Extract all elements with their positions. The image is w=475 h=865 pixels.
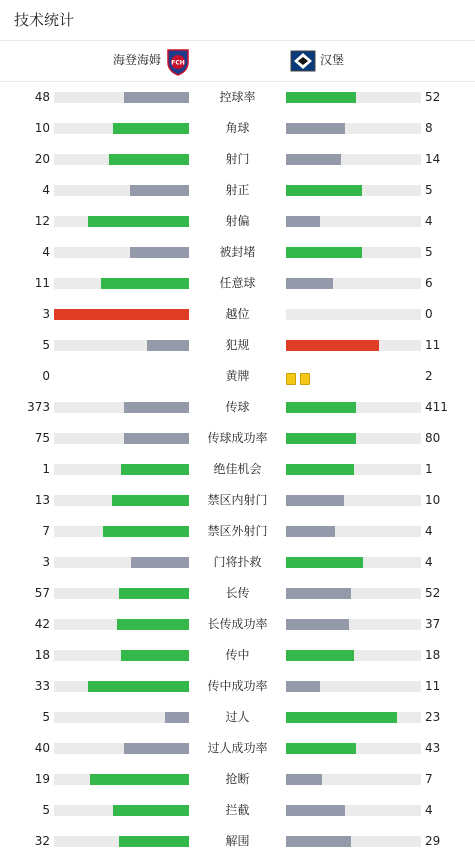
- away-stat-value: 80: [425, 431, 441, 445]
- away-stat-bar-track: [286, 619, 421, 630]
- stat-row: [0, 307, 475, 338]
- away-stat-value: 18: [425, 648, 441, 662]
- away-stat-value: 11: [425, 338, 441, 352]
- away-stat-bar-fill: [286, 433, 356, 444]
- stat-label: 射偏: [225, 214, 250, 228]
- home-stat-bar-fill: [121, 650, 189, 661]
- away-stat-bar-fill: [286, 619, 349, 630]
- home-stat-value: 10: [34, 121, 50, 135]
- away-stat-value: 4: [425, 555, 433, 569]
- away-stat-bar-fill: [286, 743, 356, 754]
- away-stat-bar-track: [286, 805, 421, 816]
- stat-label: 传球: [225, 400, 250, 414]
- away-stat-bar-track: [286, 309, 421, 320]
- stat-label: 长传: [225, 586, 250, 600]
- home-stat-bar-fill: [88, 216, 189, 227]
- stat-row: [0, 524, 475, 555]
- home-stat-bar-track: [54, 340, 189, 351]
- stat-label: 绝佳机会: [213, 462, 262, 476]
- home-stat-bar-track: [54, 805, 189, 816]
- away-stat-value: 4: [425, 524, 433, 538]
- stat-label: 长传成功率: [207, 617, 268, 631]
- away-stat-bar-track: [286, 123, 421, 134]
- home-stat-value: 5: [42, 338, 50, 352]
- home-stat-bar-track: [54, 154, 189, 165]
- away-stat-bar-track: [286, 681, 421, 692]
- stat-row: [0, 772, 475, 803]
- away-stat-value: 1: [425, 462, 433, 476]
- away-stat-value: 6: [425, 276, 433, 290]
- home-stat-bar-track: [54, 619, 189, 630]
- home-stat-bar-fill: [130, 185, 189, 196]
- away-stat-bar-track: [286, 92, 421, 103]
- away-stat-bar-track: [286, 557, 421, 568]
- home-stat-value: 7: [42, 524, 50, 538]
- home-stat-bar-fill: [131, 557, 189, 568]
- home-stat-value: 18: [34, 648, 50, 662]
- home-stat-bar-fill: [112, 495, 189, 506]
- home-stat-value: 12: [34, 214, 50, 228]
- away-stat-value: 23: [425, 710, 441, 724]
- home-stat-bar-fill: [54, 309, 189, 320]
- stat-row: [0, 90, 475, 121]
- away-stat-value: 43: [425, 741, 441, 755]
- away-stat-bar-fill: [286, 154, 341, 165]
- away-stat-bar-fill: [286, 774, 322, 785]
- home-stat-value: 42: [34, 617, 50, 631]
- home-stat-bar-track: [54, 774, 189, 785]
- home-stat-value: 75: [34, 431, 50, 445]
- home-stat-bar-fill: [113, 123, 189, 134]
- stat-label: 犯规: [225, 338, 250, 352]
- yellow-card-icon: [300, 373, 310, 385]
- away-stat-bar-fill: [286, 185, 362, 196]
- stat-row: [0, 338, 475, 369]
- home-stat-bar-track: [54, 681, 189, 692]
- stat-label: 传中: [225, 648, 250, 662]
- stat-label: 门将扑救: [213, 555, 262, 569]
- stat-row: [0, 834, 475, 865]
- home-stat-value: 13: [34, 493, 50, 507]
- away-stat-bar-fill: [286, 278, 333, 289]
- home-stat-bar-fill: [117, 619, 189, 630]
- stat-label: 过人成功率: [207, 741, 268, 755]
- stat-label: 传中成功率: [207, 679, 268, 693]
- home-stat-value: 11: [34, 276, 50, 290]
- home-stat-bar-track: [54, 123, 189, 134]
- home-stat-bar-fill: [109, 154, 189, 165]
- away-stat-bar-fill: [286, 681, 320, 692]
- away-stat-value: 5: [425, 183, 433, 197]
- away-stat-value: 7: [425, 772, 433, 786]
- stat-label: 禁区外射门: [207, 524, 268, 538]
- home-team-name: 海登海姆: [113, 53, 162, 67]
- away-stat-bar-track: [286, 216, 421, 227]
- away-stat-bar-fill: [286, 650, 354, 661]
- away-stat-bar-track: [286, 154, 421, 165]
- stat-label: 控球率: [219, 90, 256, 104]
- home-stat-value: 1: [42, 462, 50, 476]
- away-stat-bar-fill: [286, 402, 356, 413]
- away-stat-bar-track: [286, 433, 421, 444]
- home-stat-bar-fill: [113, 805, 189, 816]
- away-stat-bar-track: [286, 836, 421, 847]
- home-stat-bar-track: [54, 712, 189, 723]
- home-stat-bar-fill: [103, 526, 189, 537]
- home-stat-value: 32: [34, 834, 50, 848]
- home-stat-bar-track: [54, 743, 189, 754]
- home-stat-bar-track: [54, 433, 189, 444]
- stat-label: 越位: [225, 307, 250, 321]
- stat-label: 角球: [225, 121, 250, 135]
- away-yellow-cards: [286, 370, 314, 383]
- stat-row: [0, 183, 475, 214]
- home-stat-value: 5: [42, 710, 50, 724]
- yellow-card-icon: [286, 373, 296, 385]
- home-stat-bar-track: [54, 402, 189, 413]
- home-stat-bar-track: [54, 247, 189, 258]
- home-stat-value: 373: [27, 400, 50, 414]
- away-stat-bar-fill: [286, 526, 335, 537]
- stat-row: [0, 741, 475, 772]
- home-stat-bar-track: [54, 309, 189, 320]
- away-stat-bar-fill: [286, 340, 379, 351]
- away-stat-value: 411: [425, 400, 448, 414]
- away-stat-bar-fill: [286, 712, 397, 723]
- away-stat-bar-track: [286, 588, 421, 599]
- away-stat-bar-fill: [286, 805, 345, 816]
- away-stat-bar-fill: [286, 92, 356, 103]
- home-stat-bar-track: [54, 836, 189, 847]
- title-divider: [0, 40, 475, 41]
- away-stat-value: 4: [425, 214, 433, 228]
- away-stat-value: 11: [425, 679, 441, 693]
- away-stat-value: 4: [425, 803, 433, 817]
- home-stat-bar-track: [54, 185, 189, 196]
- home-stat-bar-track: [54, 557, 189, 568]
- home-stat-bar-track: [54, 588, 189, 599]
- away-stat-value: 14: [425, 152, 441, 166]
- away-stat-bar-track: [286, 402, 421, 413]
- away-stat-bar-fill: [286, 836, 351, 847]
- away-stat-value: 52: [425, 90, 441, 104]
- away-stat-bar-track: [286, 495, 421, 506]
- stat-row: [0, 586, 475, 617]
- home-stat-value: 19: [34, 772, 50, 786]
- away-stat-bar-fill: [286, 247, 362, 258]
- home-stat-bar-track: [54, 495, 189, 506]
- away-stat-value: 29: [425, 834, 441, 848]
- stat-row: [0, 152, 475, 183]
- away-stat-value: 37: [425, 617, 441, 631]
- home-stat-bar-track: [54, 464, 189, 475]
- stat-row: [0, 803, 475, 834]
- away-stat-bar-fill: [286, 588, 351, 599]
- away-stat-bar-track: [286, 650, 421, 661]
- home-stat-value: 48: [34, 90, 50, 104]
- stat-row: [0, 462, 475, 493]
- home-stat-bar-track: [54, 650, 189, 661]
- home-stat-bar-fill: [130, 247, 189, 258]
- stat-label: 过人: [225, 710, 250, 724]
- stat-label: 拦截: [225, 803, 250, 817]
- home-stat-bar-track: [54, 278, 189, 289]
- away-stat-value: 8: [425, 121, 433, 135]
- home-stat-bar-fill: [124, 433, 189, 444]
- away-stat-bar-fill: [286, 464, 354, 475]
- home-stat-bar-fill: [90, 774, 189, 785]
- home-stat-value: 4: [42, 245, 50, 259]
- stat-row: [0, 121, 475, 152]
- away-stat-bar-track: [286, 526, 421, 537]
- svg-text:FCH: FCH: [171, 59, 185, 67]
- home-stat-bar-fill: [124, 402, 189, 413]
- home-stat-bar-fill: [119, 836, 189, 847]
- away-stat-value: 2: [425, 369, 433, 383]
- home-stat-bar-fill: [147, 340, 189, 351]
- home-stat-bar-fill: [165, 712, 189, 723]
- stat-row: [0, 710, 475, 741]
- away-team-name: 汉堡: [320, 53, 345, 67]
- stat-row: [0, 493, 475, 524]
- away-stat-bar-track: [286, 774, 421, 785]
- stat-label: 禁区内射门: [207, 493, 268, 507]
- away-stat-bar-fill: [286, 557, 363, 568]
- stat-row: [0, 369, 475, 400]
- home-stat-bar-fill: [124, 743, 189, 754]
- home-stat-bar-fill: [119, 588, 189, 599]
- stat-label: 抢断: [225, 772, 250, 786]
- stat-label: 射正: [225, 183, 250, 197]
- home-stat-value: 3: [42, 307, 50, 321]
- stat-row: [0, 245, 475, 276]
- home-team-logo-icon: [166, 48, 190, 80]
- away-stat-bar-track: [286, 743, 421, 754]
- page-title: 技术统计: [14, 11, 75, 29]
- away-stat-bar-track: [286, 340, 421, 351]
- stat-row: [0, 555, 475, 586]
- away-stat-bar-track: [286, 712, 421, 723]
- stat-row: [0, 679, 475, 710]
- stat-row: [0, 648, 475, 679]
- away-stat-value: 52: [425, 586, 441, 600]
- home-stat-bar-fill: [88, 681, 189, 692]
- away-stat-bar-track: [286, 185, 421, 196]
- stat-label: 被封堵: [219, 245, 256, 259]
- stat-row: [0, 400, 475, 431]
- away-stat-value: 0: [425, 307, 433, 321]
- away-stat-bar-track: [286, 464, 421, 475]
- home-stat-value: 4: [42, 183, 50, 197]
- stat-label: 解围: [225, 834, 250, 848]
- stat-label: 射门: [225, 152, 250, 166]
- home-stat-value: 3: [42, 555, 50, 569]
- away-stat-value: 5: [425, 245, 433, 259]
- home-stat-bar-track: [54, 526, 189, 537]
- away-stat-bar-fill: [286, 495, 344, 506]
- away-team-logo-icon: [290, 50, 316, 76]
- home-stat-bar-track: [54, 216, 189, 227]
- stat-label: 黄牌: [225, 369, 250, 383]
- stat-row: [0, 214, 475, 245]
- away-stat-bar-fill: [286, 123, 345, 134]
- stat-label: 传球成功率: [207, 431, 268, 445]
- home-stat-bar-fill: [124, 92, 189, 103]
- stat-label: 任意球: [219, 276, 256, 290]
- header-divider: [0, 81, 475, 82]
- away-stat-bar-fill: [286, 216, 320, 227]
- home-stat-value: 33: [34, 679, 50, 693]
- home-stat-value: 40: [34, 741, 50, 755]
- home-stat-bar-fill: [121, 464, 189, 475]
- home-stat-value: 20: [34, 152, 50, 166]
- home-stat-value: 57: [34, 586, 50, 600]
- home-stat-bar-fill: [101, 278, 189, 289]
- away-stat-bar-track: [286, 247, 421, 258]
- home-stat-value: 0: [42, 369, 50, 383]
- stat-row: [0, 617, 475, 648]
- away-stat-bar-track: [286, 278, 421, 289]
- stat-row: [0, 431, 475, 462]
- stat-row: [0, 276, 475, 307]
- home-stat-bar-track: [54, 92, 189, 103]
- away-stat-value: 10: [425, 493, 441, 507]
- home-stat-value: 5: [42, 803, 50, 817]
